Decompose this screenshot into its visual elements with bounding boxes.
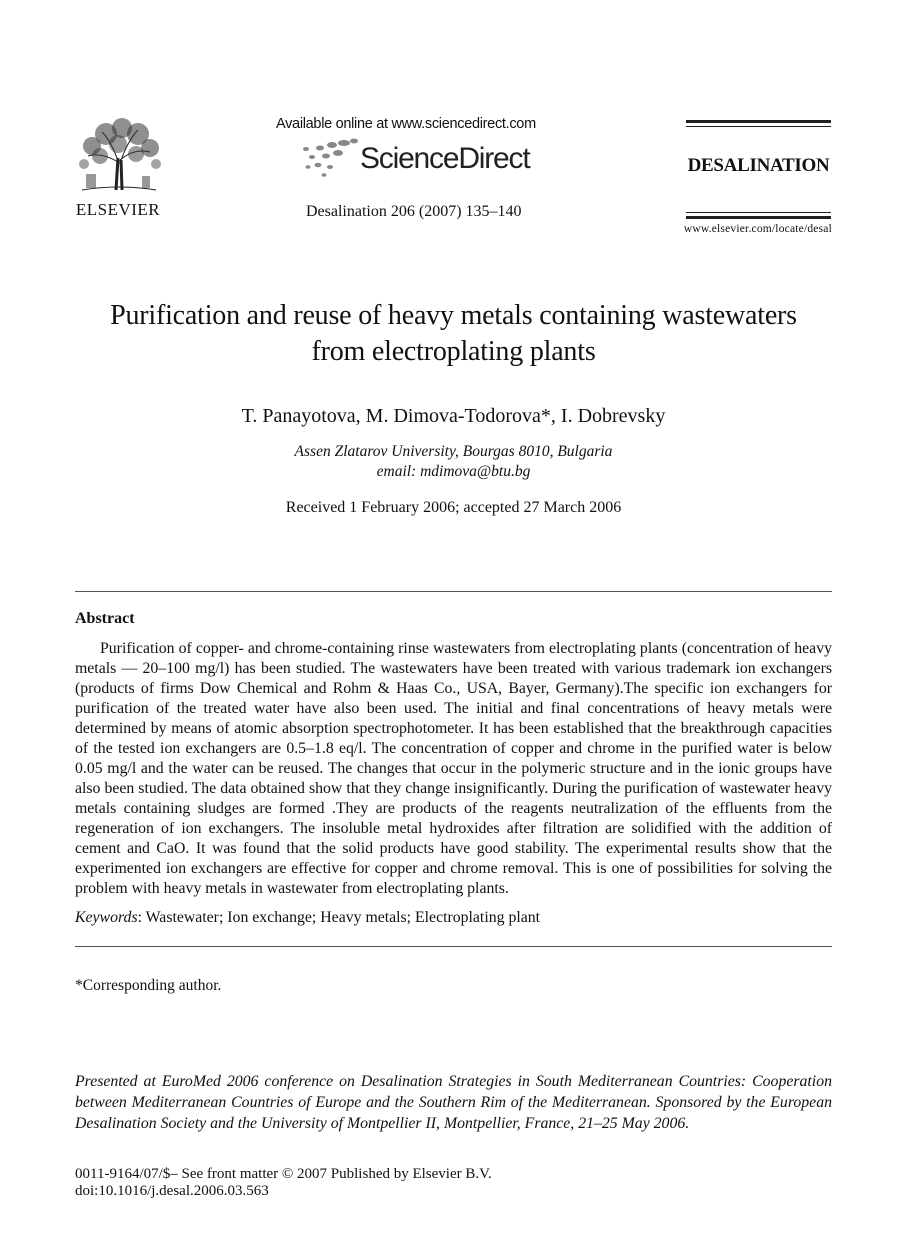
masthead-rule [686,120,831,123]
abstract-heading: Abstract [75,610,135,627]
affiliation: Assen Zlatarov University, Bourgas 8010, Bulgaria [294,443,613,460]
masthead-rule [686,216,831,219]
sciencedirect-wordmark: ScienceDirect [360,142,530,175]
title-line-2: from electroplating plants [311,336,596,367]
keywords-label: Keywords [75,909,138,926]
title-line-1: Purification and reuse of heavy metals containing wastewaters [110,300,797,331]
journal-name: DESALINATION [687,155,830,176]
article-title [40,298,867,370]
author-list: T. Panayotova, M. Dimova-Todorova*, I. Dobrevsky [241,405,666,427]
keywords-values: : Wastewater; Ion exchange; Heavy metals; Electroplating plant [137,909,541,926]
masthead-rule [686,126,831,127]
affiliation-block [40,442,867,482]
issn-line: 0011-9164/07/$– See front matter © 2007 Published by Elsevier B.V. [75,1166,492,1182]
divider [75,946,832,947]
journal-url-link[interactable]: www.elsevier.com/locate/desal [683,223,832,235]
doi-link[interactable]: doi:10.1016/j.desal.2006.03.563 [75,1183,269,1199]
divider [75,591,832,592]
elsevier-logo [72,118,164,220]
sciencedirect-dots-icon [298,137,360,179]
elsevier-tree-icon [72,118,164,198]
journal-reference: Desalination 206 (2007) 135–140 [306,203,522,220]
conference-note: Presented at EuroMed 2006 conference on Desalination Strategies in South Mediterranean Countries: Cooperation between Mediterranean Countries of Europe and the Southern Rim of the Mediterranean. Sponsored by the European Desalination Society and the University of Montpellier II, Montpellier, France, 21–25 May 2006. [75,1073,832,1132]
received-dates: Received 1 February 2006; accepted 27 March 2006 [285,499,622,516]
available-online-text[interactable]: Available online at www.sciencedirect.com [276,116,536,132]
elsevier-wordmark: ELSEVIER [75,200,161,219]
corresponding-author-note: *Corresponding author. [75,977,222,994]
keywords-line [75,909,832,927]
masthead-rule [686,212,831,213]
abstract-body: Purification of copper- and chrome-containing rinse wastewaters from electroplating plants (concentration of heavy metals — 20–100 mg/l) has been studied. The wastewaters have been treated with various trademark ion exchangers (products of firms Dow Chemical and Rohm & Haas Co., USA, Bayer, Germany).The specific ion exchangers for purification of the treated water have also been used. The initial and final concentrations of heavy metals were determined by means of atomic absorption spectrophotometer. It has been established that the breakthrough capacities of the tested ion exchangers are 0.5–1.8 eq/l. The concentration of copper and chrome in the purified water is below 0.05 mg/l and the water can be reused. The changes that occur in the polymeric structure and in the ionic groups have also been studied. The data obtained show that they change insignificantly. During the purification of wastewater heavy metals containing sludges are formed .They are products of the reagents neutralization of the effluents from the regeneration of ion exchangers. The insoluble metal hydroxides after filtration are solidified with the addition of cement and CaO. It was found that the solid products have good stability. The experimental results show that the experimented ion exchangers are effective for copper and chrome removal. This is one of possibilities for solving the problem with heavy metals in wastewater from electroplating plants. [75,640,832,897]
author-email[interactable]: email: mdimova@btu.bg [376,463,531,480]
